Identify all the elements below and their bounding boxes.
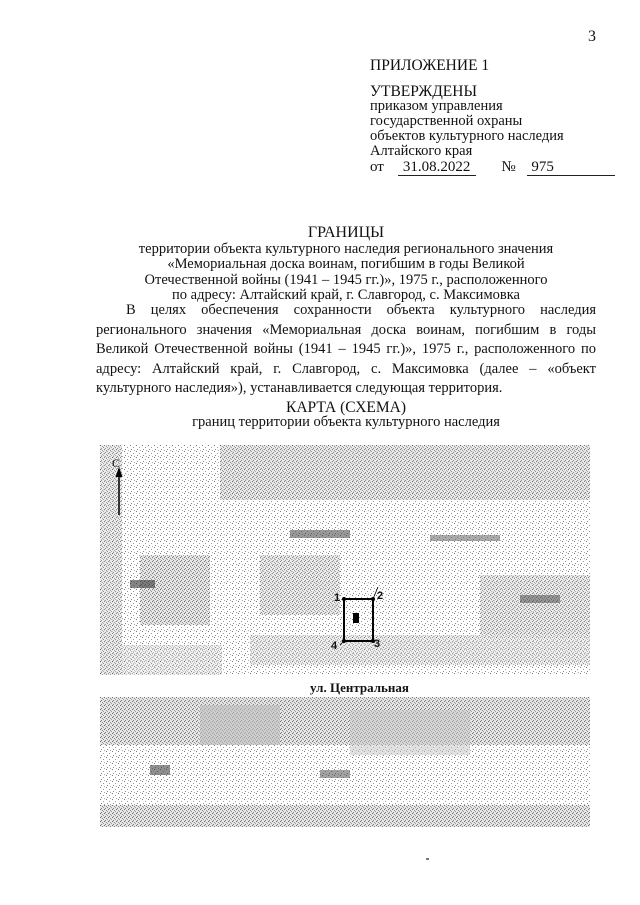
order-date: 31.08.2022 — [398, 160, 476, 176]
document-title — [96, 225, 596, 304]
north-label: С — [112, 456, 121, 470]
page-number: 3 — [588, 28, 596, 45]
approved-label: УТВЕРЖДЕНЫ — [370, 83, 477, 100]
body-paragraph: В целях обеспечения сохранности объекта культурного наследия регионального значения «Мемориальная доска воинам, погибшим в годы Великой Отечественной войны (1941 – 1945 гг.)», 1975 г., расположенного по адресу: Алтайский край, г. Славгород, с. Максимовка (далее – «объект культурного наследия»), устанавливается следующая территория. — [96, 302, 596, 396]
from-label: от — [370, 159, 384, 175]
approval-line: Алтайского края — [370, 143, 473, 159]
boundary-point-label: 4 — [331, 640, 338, 652]
boundary-point-label: 1 — [334, 592, 341, 604]
street-label: ул. Центральная — [310, 680, 409, 695]
monument-marker — [353, 613, 359, 623]
approval-block — [370, 58, 615, 176]
order-date-number — [370, 160, 615, 176]
title-subtitle-line: «Мемориальная доска воинам, погибшим в годы Великой — [167, 256, 525, 272]
title-heading: ГРАНИЦЫ — [307, 224, 385, 241]
approval-line: государственной охраны — [370, 113, 523, 129]
aerial-map-image — [100, 445, 590, 845]
scan-mark — [426, 858, 429, 860]
boundary-point-label: 3 — [374, 638, 381, 650]
title-subtitle-line: территории объекта культурного наследия регионального значения — [138, 240, 554, 257]
map-title-block — [96, 400, 596, 430]
title-subtitle-line: Отечественной войны (1941 – 1945 гг.)», 1975 г., расположенного — [144, 271, 548, 288]
boundary-point-label: 2 — [377, 590, 384, 602]
number-label: № — [501, 159, 516, 175]
appendix-label: ПРИЛОЖЕНИЕ 1 — [370, 57, 490, 74]
approval-line: приказом управления — [370, 98, 503, 114]
title-subtitle-line: по адресу: Алтайский край, г. Славгород, с. Максимовка — [172, 287, 520, 303]
map-subtitle: границ территории объекта культурного наследия — [192, 414, 500, 430]
approval-line: объектов культурного наследия — [370, 128, 564, 144]
map-title: КАРТА (СХЕМА) — [285, 399, 406, 416]
order-number: 975 — [527, 160, 615, 176]
